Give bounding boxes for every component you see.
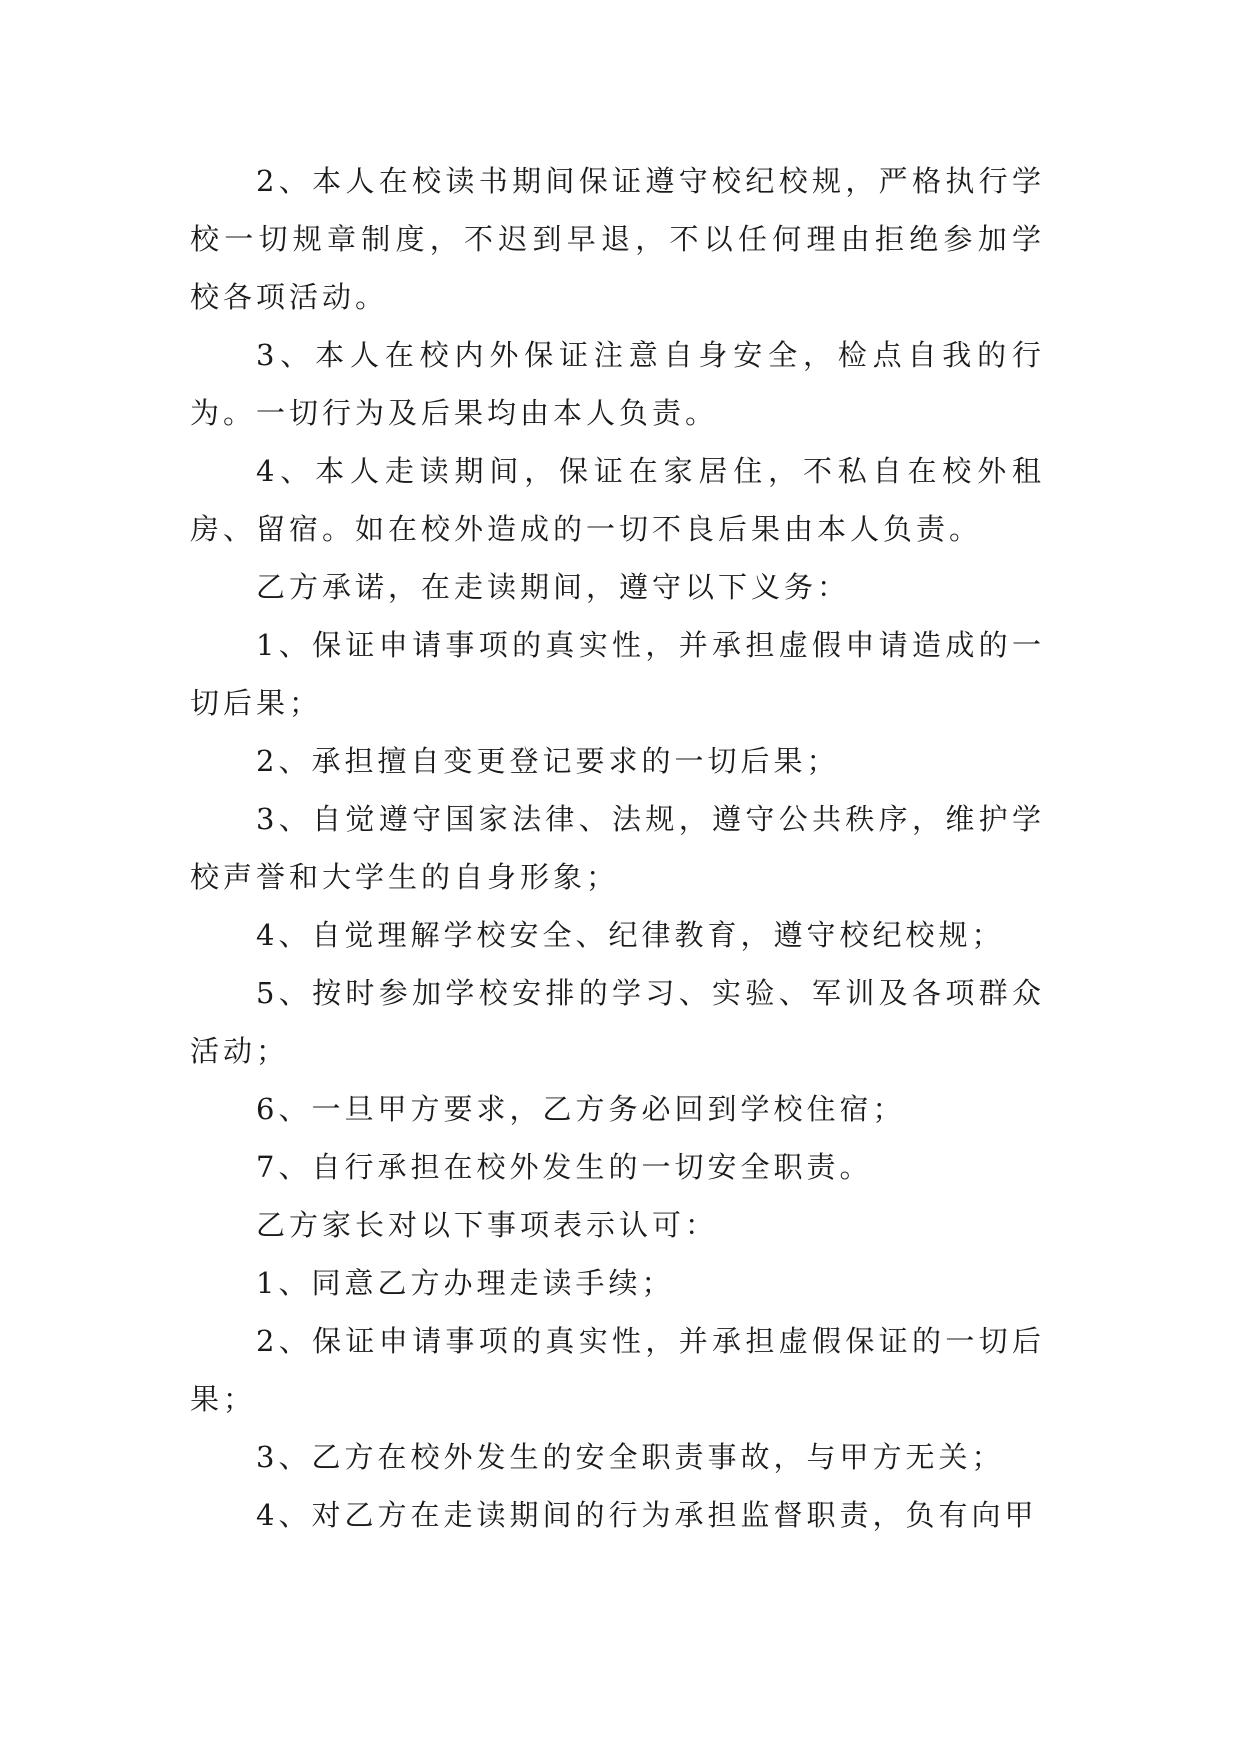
paragraph-obligation-3: 3、自觉遵守国家法律、法规，遵守公共秩序，维护学校声誉和大学生的自身形象； [190,802,1045,894]
paragraph-school-rules: 2、本人在校读书期间保证遵守校纪校规，严格执行学校一切规章制度，不迟到早退，不以任何理由拒绝参加学校各项活动。 [190,164,1045,314]
paragraph-home-residence: 4、本人走读期间，保证在家居住，不私自在校外租房、留宿。如在校外造成的一切不良后果由本人负责。 [190,454,1045,546]
paragraph-consent-2: 2、保证申请事项的真实性，并承担虚假保证的一切后果； [190,1324,1045,1416]
paragraph-obligation-5: 5、按时参加学校安排的学习、实验、军训及各项群众活动； [190,976,1045,1068]
paragraph-personal-safety: 3、本人在校内外保证注意自身安全，检点自我的行为。一切行为及后果均由本人负责。 [190,338,1045,430]
paragraph-obligation-2: 2、承担擅自变更登记要求的一切后果； [256,744,840,778]
document-body [190,152,1045,1544]
paragraph-consent-3: 3、乙方在校外发生的安全职责事故，与甲方无关； [256,1440,1005,1474]
paragraph-consent-1: 1、同意乙方办理走读手续； [256,1266,675,1300]
paragraph-consent-4: 4、对乙方在走读期间的行为承担监督职责，负有向甲 [256,1498,1038,1532]
paragraph-obligation-6: 6、一旦甲方要求，乙方务必回到学校住宿； [256,1092,906,1126]
paragraph-obligation-4: 4、自觉理解学校安全、纪律教育，遵守校纪校规； [256,918,1005,952]
paragraph-obligation-1: 1、保证申请事项的真实性，并承担虚假申请造成的一切后果； [190,628,1045,720]
paragraph-obligation-7: 7、自行承担在校外发生的一切安全职责。 [256,1150,873,1184]
paragraph-party-b-obligations-heading: 乙方承诺，在走读期间，遵守以下义务： [256,570,851,604]
paragraph-parent-consent-heading: 乙方家长对以下事项表示认可： [256,1208,719,1242]
